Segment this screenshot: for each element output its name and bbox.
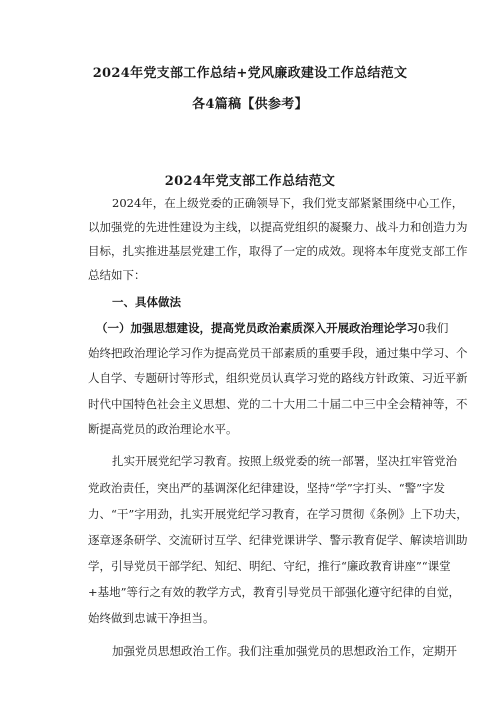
subheading-line: [96, 320, 449, 336]
paragraph-line: 始终把政治理论学习作为提高党员干部素质的重要手段，通过集中学习、个: [88, 346, 468, 360]
document-title: 2024年党支部工作总结+党风廉政建设工作总结范文: [92, 66, 408, 81]
intro-line: 总结如下：: [88, 268, 146, 282]
paragraph-line: 学，引导党员干部学纪、知纪、明纪、守纪，推行“廉政教育讲座”“课堂: [88, 559, 451, 573]
paragraph-line: 力、“干”字用劲，扎实开展党纪学习教育，在学习贯彻《条例》上下功夫，: [88, 507, 468, 521]
intro-line: 2024年，在上级党委的正确领导下，我们党支部紧紧围绕中心工作，: [112, 196, 464, 210]
document-subtitle: 各4篇稿【供参考】: [192, 97, 308, 112]
section-title: 2024年党支部工作总结范文: [164, 174, 336, 189]
heading-specific-practices: 一、具体做法: [112, 295, 181, 309]
subheading-bold: （一）加强思想建设，提高党员政治素质深入开展政治理论学习: [96, 321, 418, 335]
paragraph-line: 断提高党员的政治理论水平。: [88, 422, 238, 436]
paragraph-line: 人自学、专题研讨等形式，组织党员认真学习党的路线方针政策、习近平新: [88, 371, 468, 385]
paragraph-line: 扎实开展党纪学习教育。按照上级党委的统一部署，坚决扛牢管党治: [112, 454, 457, 468]
paragraph-line: 加强党员思想政治工作。我们注重加强党员的思想政治工作，定期开: [112, 644, 457, 658]
intro-line: 以加强党的先进性建设为主线，以提高党组织的凝聚力、战斗力和创造力为: [88, 220, 468, 234]
subheading-rest: 0我们: [418, 321, 449, 335]
paragraph-line: 始终做到忠诚干净担当。: [88, 611, 215, 625]
paragraph-line: 时代中国特色社会主义思想、党的二十大用二十届二中三中全会精神等，不: [88, 397, 468, 411]
paragraph-line: +基地”等行之有效的教学方式，教育引导党员干部强化遵守纪律的自觉，: [88, 585, 461, 599]
intro-line: 目标，扎实推进基层党建工作，取得了一定的成效。现将本年度党支部工作: [88, 244, 468, 258]
paragraph-line: 逐章逐条研学、交流研讨互学、纪律党课讲学、警示教育促学、解读培训助: [88, 533, 468, 547]
paragraph-line: 党政治责任，突出严的基调深化纪律建设，坚持“学”字打头、“警”字发: [88, 481, 446, 495]
